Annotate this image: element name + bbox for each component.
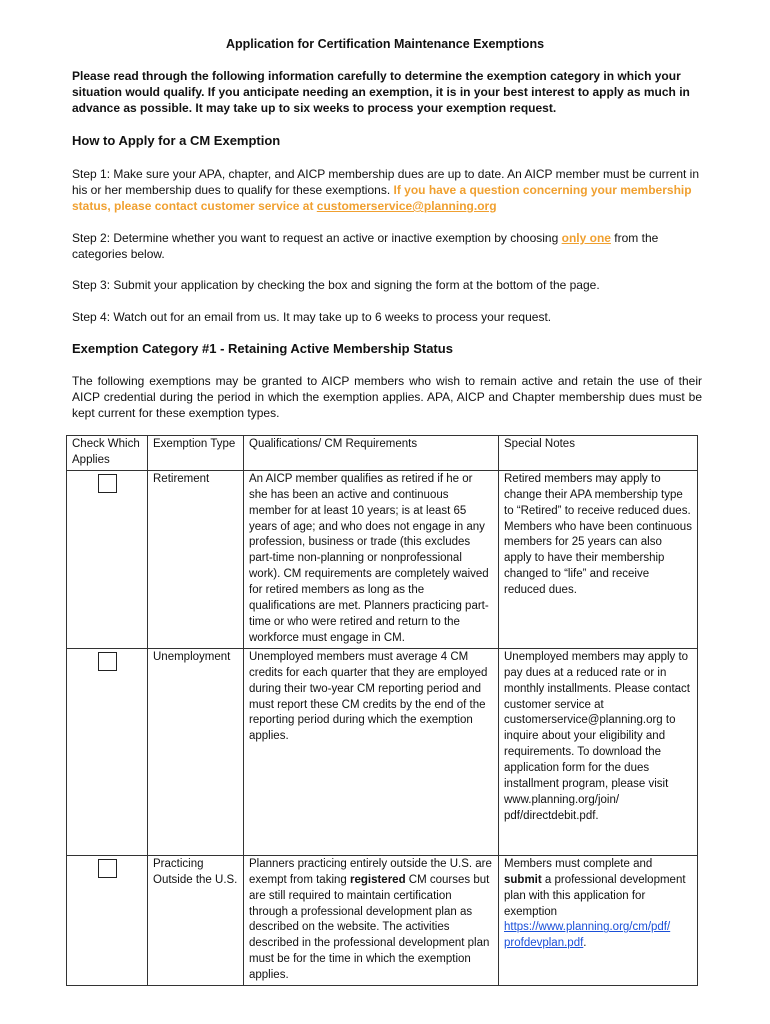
special-notes-cell: Retired members may apply to change their APA membership type to “Retired” to receive reduced dues. Members who have been continuous members for 25 years can also apply to have their membership changed to “life” and receive reduced dues. <box>499 470 698 648</box>
table-row-unemployment <box>67 648 698 855</box>
exemption-type-cell: Retirement <box>148 470 244 648</box>
retirement-checkbox[interactable] <box>98 474 117 493</box>
notes-before: Members must complete and <box>504 857 653 870</box>
header-qualifications: Qualifications/ CM Requirements <box>244 436 499 471</box>
notes-bold: submit <box>504 873 542 886</box>
table-row-outside-us <box>67 855 698 985</box>
header-check-which-applies: Check Which Applies <box>67 436 148 471</box>
profdevplan-link[interactable]: https://www.planning.org/cm/pdf/ profdevplan.pdf <box>504 921 671 950</box>
step-3: Step 3: Submit your application by checking the box and signing the form at the bottom of the page. <box>72 278 600 292</box>
qualifications-cell: An AICP member qualifies as retired if he or she has been an active and continuous member for at least 10 years; is at least 65 years of age; and who does not engage in any profession, business or trade (this excludes part-time non-planning or nonprofessional work). CM requirements are completely waived for retired members as long as the qualifications are met. Planners practicing part-time or who were retired and return to the workforce must engage in CM. <box>244 470 499 648</box>
qual-before: Planners practicing entirely outside the U.S. are exempt from taking <box>249 857 492 886</box>
special-notes-cell <box>499 855 698 985</box>
qual-bold: registered <box>349 873 406 886</box>
notes-after: a professional development plan with this application for exemption <box>504 873 686 918</box>
outside-us-checkbox[interactable] <box>98 859 117 878</box>
exemption-table <box>66 435 698 986</box>
table-row-retirement <box>67 470 698 648</box>
page-title: Application for Certification Maintenance Exemptions <box>225 37 545 51</box>
step-4: Step 4: Watch out for an email from us. It may take up to 6 weeks to process your request. <box>72 310 552 324</box>
exemption-type-cell: Unemployment <box>148 648 244 855</box>
notes-end: . <box>583 937 587 950</box>
category-1-heading: Exemption Category #1 - Retaining Active Membership Status <box>72 341 453 356</box>
step-2-emphasis: only one <box>561 231 611 245</box>
check-cell <box>67 470 148 648</box>
step-2-after: from the categories below. <box>72 231 659 261</box>
header-special-notes: Special Notes <box>499 436 698 471</box>
step-1-highlight: If you have a question concerning your membership status, please contact customer service at <box>72 183 692 213</box>
intro-text: Please read through the following information carefully to determine the exemption category in which your situation would qualify. If you anticipate needing an exemption, it is in your best interest to apply as much in advance as possible. It may take up to six weeks to process your exemption request. <box>72 69 690 115</box>
check-cell <box>67 855 148 985</box>
header-exemption-type: Exemption Type <box>148 436 244 471</box>
customer-service-email-link[interactable]: customerservice@planning.org <box>316 199 497 213</box>
step-2-before: Step 2: Determine whether you want to request an active or inactive exemption by choosing <box>72 231 562 245</box>
step-1 <box>72 166 702 214</box>
special-notes-cell: Unemployed members may apply to pay dues at a reduced rate or in monthly installments. Please contact customer service at customerservice@planning.org to inquire about your eligibility and requirements. To download the application form for the dues installment program, please visit www.planning.org/join/ pdf/directdebit.pdf. <box>499 648 698 855</box>
check-cell <box>67 648 148 855</box>
how-to-heading: How to Apply for a CM Exemption <box>72 133 281 148</box>
step-1-text: Step 1: Make sure your APA, chapter, and AICP membership dues are up to date. An AICP member must be current in his or her membership dues to qualify for these exemptions. <box>72 167 700 197</box>
category-1-description: The following exemptions may be granted to AICP members who wish to remain active and retain the use of their AICP credential during the period in which the exemption applies. APA, AICP and Chapter membership dues must be kept current for these exemption types. <box>72 374 702 420</box>
qualifications-cell <box>244 855 499 985</box>
qualifications-cell: Unemployed members must average 4 CM credits for each quarter that they are employed during their two-year CM reporting period and must report these CM credits by the end of the reporting period during which the exemption applies. <box>244 648 499 855</box>
unemployment-checkbox[interactable] <box>98 652 117 671</box>
qual-after: CM courses but are still required to maintain certification through a professional development plan as described on the website. The activities described in the professional development plan must be for the time in which the exemption applies. <box>249 873 490 982</box>
exemption-type-cell: Practicing Outside the U.S. <box>148 855 244 985</box>
step-2 <box>72 230 702 262</box>
table-header-row <box>67 436 698 471</box>
